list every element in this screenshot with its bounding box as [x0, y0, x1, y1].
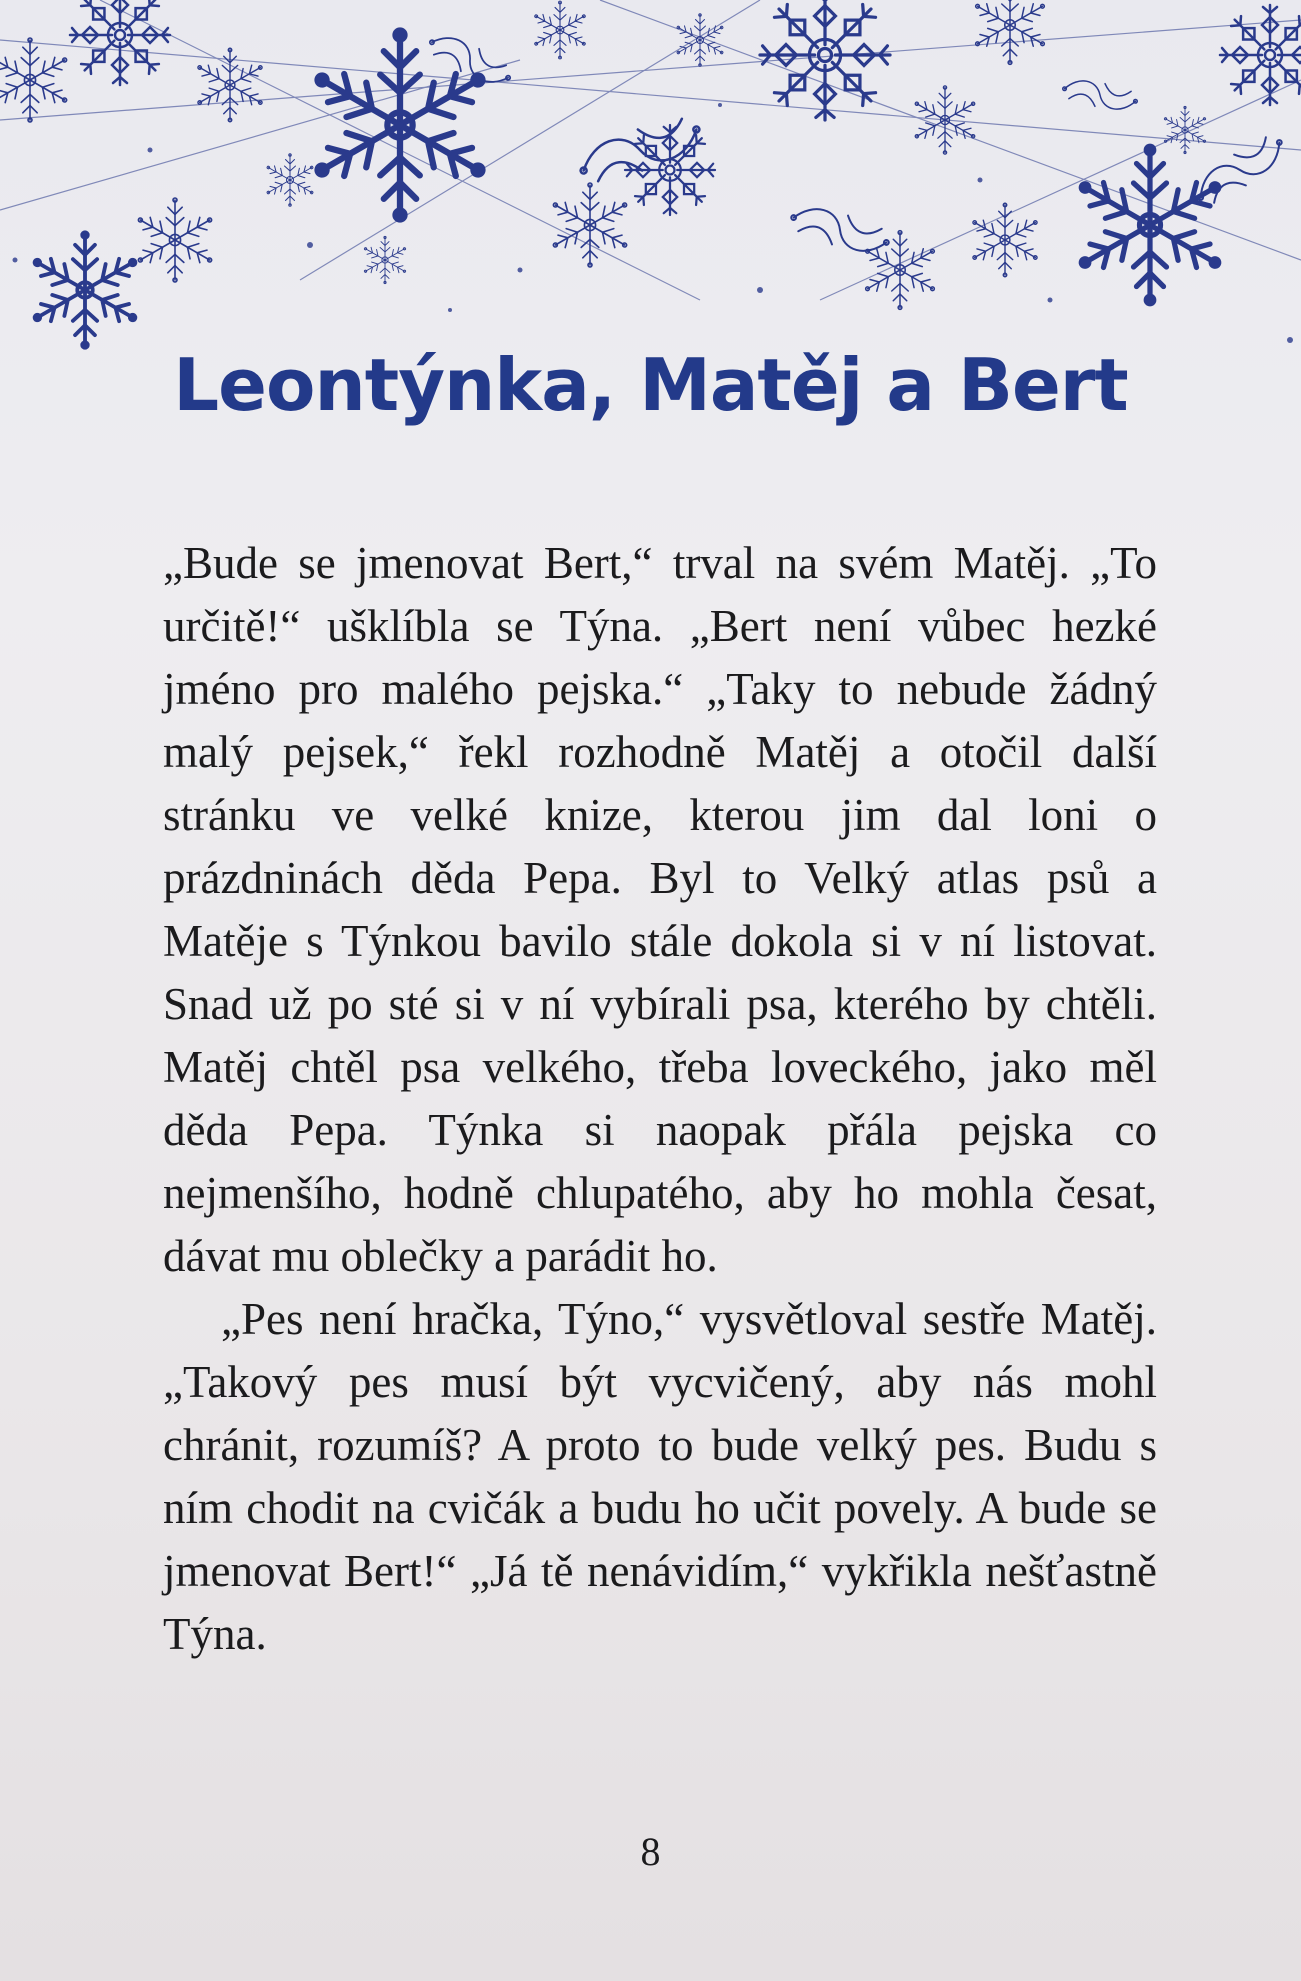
snowflake-border-decoration	[0, 0, 1301, 350]
chapter-title: Leontýnka, Matěj a Bert	[173, 343, 1128, 427]
story-text	[163, 532, 1157, 1666]
paragraph: „Pes není hračka, Týno,“ vysvětloval sestře Matěj. „Takový pes musí být vycvičený, aby nás mohl chránit, rozumíš? A proto to bude velký pes. Budu s ním chodit na cvičák a budu ho učit povely. A bude se jmenovat Bert!“ „Já tě nenávidím,“ vykřikla nešťastně Týna.	[163, 1294, 1157, 1659]
page-number: 8	[640, 1829, 661, 1874]
paragraph: „Bude se jmenovat Bert,“ trval na svém Matěj. „To určitě!“ ušklíbla se Týna. „Bert není vůbec hezké jméno pro malého pejska.“ „Taky to nebude žádný malý pejsek,“ řekl rozhodně Matěj a otočil další stránku ve velké knize, kterou jim dal loni o prázdninách děda Pepa. Byl to Velký atlas psů a Matěje s Týnkou bavilo stále dokola si v ní listovat. Snad už po sté si v ní vybírali psa, kterého by chtěli. Matěj chtěl psa velkého, třeba loveckého, jako měl děda Pepa. Týnka si naopak přála pejska co nejmenšího, hodně chlupatého, aby ho mohla česat, dávat mu oblečky a parádit ho.	[163, 538, 1157, 1281]
